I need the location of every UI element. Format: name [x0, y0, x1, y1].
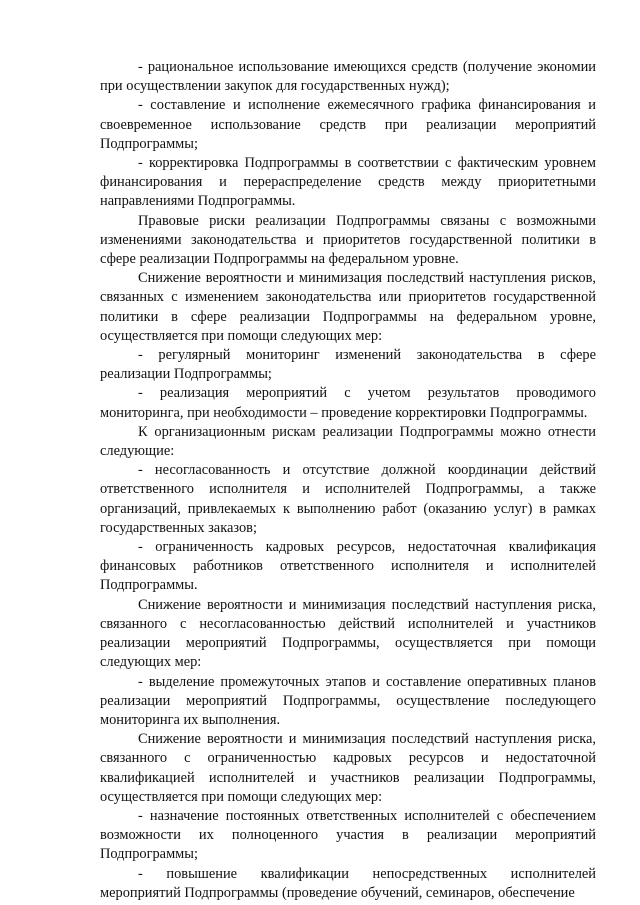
paragraph-interim-stages: - выделение промежуточных этапов и составление оперативных планов реализации мероприятий Подпрограммы, осуществление последующего мониторинга их выполнения. [100, 673, 596, 728]
paragraph-financing-schedule: - составление и исполнение ежемесячного графика финансирования и своевременное использование средств при реализации мероприятий Подпрограммы; [100, 97, 596, 152]
paragraph-staff-mitigation: Снижение вероятности и минимизация последствий наступления риска, связанного с ограниченностью кадровых ресурсов и недостаточной квалификацией исполнителей и участников реализации Подпрограммы, осуществляется при помощи следующих мер: [100, 731, 596, 805]
paragraph-qualification-improvement: - повышение квалификации непосредственных исполнителей мероприятий Подпрограммы (проведение обучений, семинаров, обеспечение [100, 865, 596, 901]
document-page [100, 58, 596, 903]
paragraph-organizational-risks: К организационным рискам реализации Подпрограммы можно отнести следующие: [100, 423, 596, 460]
paragraph-economy-measure: - рациональное использование имеющихся средств (получение экономии при осуществлении закупок для государственных нужд); [100, 59, 596, 95]
paragraph-legal-risk-mitigation: Снижение вероятности и минимизация последствий наступления рисков, связанных с изменением законодательства или приоритетов государственной политики в сфере реализации Подпрограммы на федеральном уровне, осуществляется при помощи следующих мер: [100, 270, 596, 344]
paragraph-legislation-monitoring: - регулярный мониторинг изменений законодательства в сфере реализации Подпрограммы; [100, 347, 596, 383]
paragraph-permanent-executors: - назначение постоянных ответственных исполнителей с обеспечением возможности их полноценного участия в реализации мероприятий Подпрограммы; [100, 807, 596, 863]
paragraph-legal-risks: Правовые риски реализации Подпрограммы связаны с возможными изменениями законодательства и приоритетов государственной политики в сфере реализации Подпрограммы на федеральном уровне. [100, 212, 596, 268]
paragraph-coordination-mitigation: Снижение вероятности и минимизация последствий наступления риска, связанного с несогласованностью действий исполнителей и участников реализации мероприятий Подпрограммы, осуществляется при помощи следующих мер: [100, 596, 596, 671]
paragraph-monitoring-results: - реализация мероприятий с учетом результатов проводимого мониторинга, при необходимости – проведение корректировки Подпрограммы. [100, 385, 596, 421]
paragraph-coordination-risk: - несогласованность и отсутствие должной координации действий ответственного исполнителя и исполнителей Подпрограммы, а также организаций, привлекаемых к выполнению работ (оказанию услуг) в рамках государственных заказов; [100, 462, 596, 536]
paragraph-subprogram-correction: - корректировка Подпрограммы в соответствии с фактическим уровнем финансирования и перераспределение средств между приоритетными направлениями Подпрограммы. [100, 155, 596, 210]
paragraph-staff-risk: - ограниченность кадровых ресурсов, недостаточная квалификация финансовых работников ответственного исполнителя и исполнителей Подпрограммы. [100, 539, 596, 594]
